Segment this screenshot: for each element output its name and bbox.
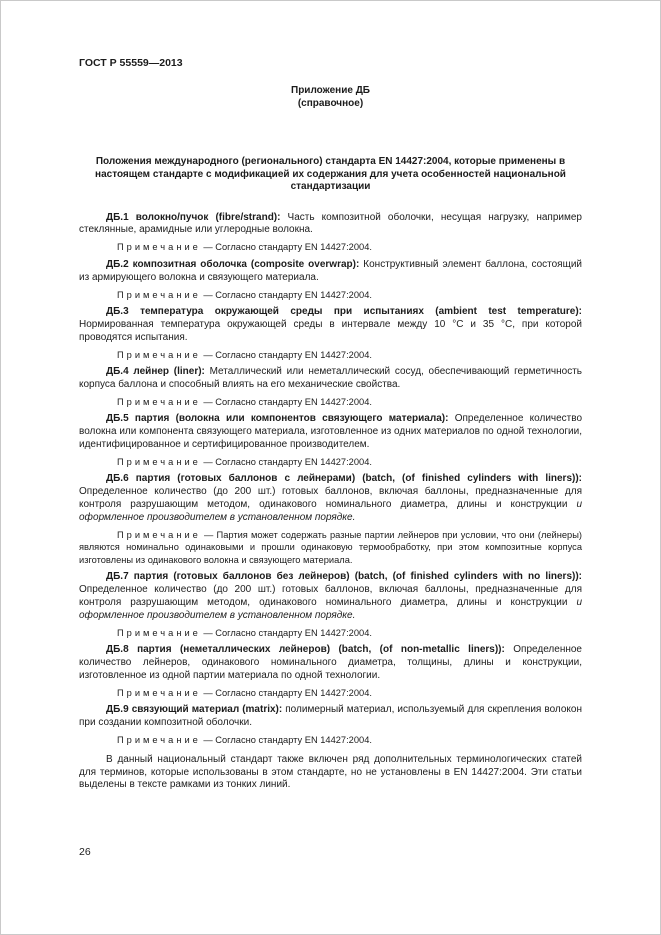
term-note — [79, 683, 582, 699]
term-note — [79, 452, 582, 468]
page-content — [1, 1, 660, 792]
note-label: Примечание — [117, 627, 201, 638]
note-label: Примечание — [117, 530, 201, 541]
note-text: — Согласно стандарту EN 14427:2004. — [203, 627, 372, 638]
term-text: Конструктивный элемент баллона, состоящий из армирующего волокна и связующего материала. — [79, 258, 582, 283]
term-note — [79, 345, 582, 361]
term-definition — [79, 361, 582, 392]
term-text: Металлический или неметаллический сосуд, обеспечивающий герметичность корпуса баллона и способный влиять на его механические свойства. — [79, 366, 583, 390]
note-label: Примечание — [117, 289, 201, 300]
appendix-name: Приложение ДБ — [291, 85, 370, 96]
term-number: ДБ.3 — [106, 305, 129, 317]
closing-paragraph: В данный национальный стандарт также включен ряд дополнительных терминологических статей для терминов, которые использованы в этом стандарте, но не установлены в EN 14427:2004. Эти статьи выделены в тексте рамками из тонких линий. — [79, 753, 582, 791]
term-name: температура окружающей среды при испытаниях (ambient test temperature): — [140, 305, 582, 317]
term-entry — [79, 468, 582, 566]
term-name: партия (готовых баллонов без лейнеров) (batch, (of finished cylinders with no liners)): — [133, 571, 582, 583]
term-note — [79, 285, 582, 301]
note-label: Примечание — [117, 349, 201, 360]
term-definition — [79, 254, 582, 285]
term-definition — [79, 408, 582, 452]
term-number: ДБ.2 — [106, 258, 129, 270]
note-text: — Согласно стандарту EN 14427:2004. — [203, 396, 372, 407]
term-name: связующий материал (matrix): — [131, 704, 283, 716]
term-definition — [79, 566, 582, 623]
term-note — [79, 623, 582, 639]
term-entry — [79, 207, 582, 254]
note-label: Примечание — [117, 396, 201, 407]
term-number: ДБ.6 — [106, 473, 129, 485]
term-text: Определенное количество волокна или компонента связующего материала, изготовленное из одних материалов по одной технологии, идентифицированное и сертифицированное производителем. — [79, 413, 583, 451]
term-number: ДБ.9 — [106, 704, 129, 716]
term-definition — [79, 301, 582, 345]
term-text: Нормированная температура окружающей среды в интервале между 10 °С и 35 °С, при которой проводятся испытания. — [79, 318, 582, 343]
note-text: — Согласно стандарту EN 14427:2004. — [203, 289, 372, 300]
term-name: партия (волокна или компонентов связующего материала): — [134, 413, 449, 425]
term-entry — [79, 566, 582, 639]
term-note — [79, 392, 582, 408]
term-number: ДБ.4 — [106, 366, 129, 378]
term-entry — [79, 254, 582, 301]
term-definition — [79, 468, 582, 525]
term-entry — [79, 301, 582, 361]
note-text: — Согласно стандарту EN 14427:2004. — [203, 688, 372, 698]
term-text: Часть композитной оболочки, несущая нагрузку, например стеклянные, арамидные или углеродные волокна. — [79, 211, 582, 236]
term-number: ДБ.1 — [106, 211, 129, 223]
note-label: Примечание — [117, 735, 201, 746]
term-note — [79, 237, 582, 253]
term-number: ДБ.5 — [106, 413, 129, 425]
term-text-italic: и оформленное производителем в установленном порядке. — [79, 597, 582, 621]
term-number: ДБ.8 — [106, 644, 129, 656]
doc-number: ГОСТ Р 55559—2013 — [79, 57, 183, 69]
term-text: полимерный материал, используемый для скрепления волокон при создании композитной оболочки. — [79, 704, 582, 729]
term-text: Определенное количество лейнеров, одинакового номинального диаметра, толщины, длины и конструкции, изготовленное из одной партии материала по одной технологии. — [79, 644, 582, 682]
term-name: партия (готовых баллонов с лейнерами) (batch, (of finished cylinders with liners)): — [135, 473, 583, 485]
term-name: волокно/пучок (fibre/strand): — [135, 211, 281, 223]
note-text: — Партия может содержать разные партии лейнеров при условии, что они (лейнеры) являются номинально одинаковыми и прошли одинаковую термообработку, при этом композитные корпуса изготовлены из одинакового волокна и связующего материала. — [79, 530, 582, 565]
note-text: — Согласно стандарту EN 14427:2004. — [203, 457, 372, 467]
term-name: партия (неметаллических лейнеров) (batch, (of non-metallic liners)): — [137, 644, 505, 656]
note-label: Примечание — [117, 457, 201, 467]
page-title: Положения международного (регионального) стандарта EN 14427:2004, которые применены в настоящем стандарте с модификацией их содержания для учета особенностей национальной стандартизации — [95, 156, 566, 192]
term-note — [79, 730, 582, 746]
term-text-italic: и оформленное производителем в установленном порядке. — [79, 499, 582, 524]
note-label: Примечание — [117, 242, 201, 253]
term-name: лейнер (liner): — [133, 366, 205, 378]
term-entry — [79, 361, 582, 408]
appendix-heading — [79, 85, 582, 110]
term-entry — [79, 639, 582, 699]
note-text: — Согласно стандарту EN 14427:2004. — [203, 242, 372, 253]
term-name: композитная оболочка (composite overwrap): — [132, 258, 360, 270]
term-definition — [79, 699, 582, 730]
appendix-kind: (справочное) — [297, 97, 364, 109]
term-entry — [79, 699, 582, 746]
note-text: — Согласно стандарту EN 14427:2004. — [203, 349, 372, 360]
term-definition — [79, 639, 582, 683]
term-entry — [79, 408, 582, 468]
term-note — [79, 525, 582, 566]
term-number: ДБ.7 — [106, 571, 129, 583]
page-number: 26 — [79, 846, 91, 858]
note-text: — Согласно стандарту EN 14427:2004. — [203, 735, 372, 746]
term-text: Определенное количество (до 200 шт.) готовых баллонов, включая баллоны, предназначенные для контроля разрушающим методом, одинакового номинального диаметра, длины и конструкции — [79, 584, 582, 609]
term-definition — [79, 207, 582, 238]
term-text: Определенное количество (до 200 шт.) готовых баллонов, включая баллоны, предназначенные для контроля разрушающим методом, одинакового номинального диаметра, длины и конструкции — [79, 486, 582, 511]
note-label: Примечание — [117, 688, 201, 698]
